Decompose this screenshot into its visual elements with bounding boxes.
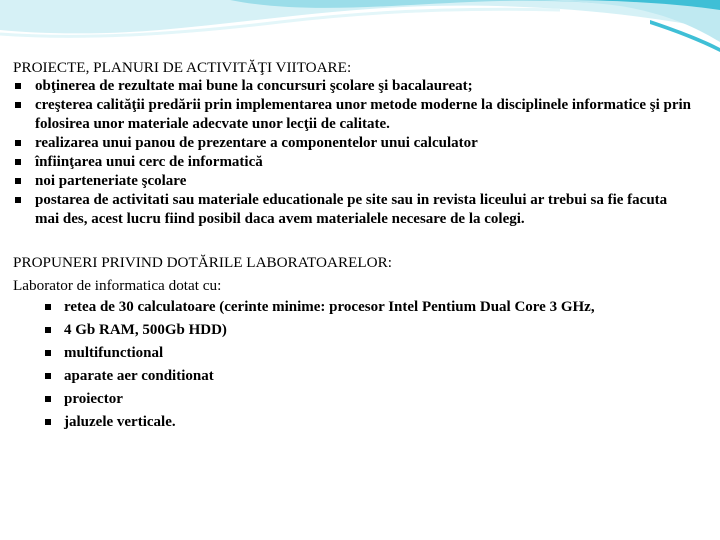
- list-item: jaluzele verticale.: [13, 413, 663, 432]
- list-item: retea de 30 calculatoare (cerinte minime: procesor Intel Pentium Dual Core 3 GHz,: [13, 298, 663, 317]
- section-heading-labs: PROPUNERI PRIVIND DOTĂRILE LABORATOARELOR:: [13, 254, 392, 271]
- slide-content: [13, 58, 703, 432]
- list-item: înfiinţarea unui cerc de informatică: [13, 153, 693, 172]
- lab-subheading: Laborator de informatica dotat cu:: [13, 277, 222, 294]
- list-item: aparate aer conditionat: [13, 367, 663, 386]
- square-bullet-icon: [45, 396, 51, 402]
- list-item: realizarea unui panou de prezentare a componentelor unui calculator: [13, 134, 693, 153]
- plans-list: [13, 77, 703, 229]
- square-bullet-icon: [15, 159, 21, 165]
- square-bullet-icon: [15, 102, 21, 108]
- list-item: obţinerea de rezultate mai bune la concursuri şcolare şi bacalaureat;: [13, 77, 693, 96]
- header-wave-decoration: [0, 0, 720, 60]
- square-bullet-icon: [15, 178, 21, 184]
- list-item: proiector: [13, 390, 663, 409]
- square-bullet-icon: [45, 373, 51, 379]
- square-bullet-icon: [45, 350, 51, 356]
- square-bullet-icon: [45, 304, 51, 310]
- square-bullet-icon: [45, 327, 51, 333]
- square-bullet-icon: [45, 419, 51, 425]
- square-bullet-icon: [15, 197, 21, 203]
- square-bullet-icon: [15, 83, 21, 89]
- lab-equipment-list: [13, 298, 703, 432]
- list-item: multifunctional: [13, 344, 663, 363]
- list-item: 4 Gb RAM, 500Gb HDD): [13, 321, 663, 340]
- square-bullet-icon: [15, 140, 21, 146]
- list-item: creşterea calităţii predării prin implementarea unor metode moderne la disciplinele informatice şi prin folosirea unor materiale adecvate unor lecţii de calitate.: [13, 96, 693, 134]
- list-item: noi parteneriate şcolare: [13, 172, 693, 191]
- section-heading-plans: PROIECTE, PLANURI DE ACTIVITĂŢI VIITOARE:: [13, 59, 352, 76]
- list-item: postarea de activitati sau materiale educationale pe site sau in revista liceului ar trebui sa fie facuta mai des, acest lucru fiind posibil daca avem materialele necesare de la colegi.: [13, 191, 693, 229]
